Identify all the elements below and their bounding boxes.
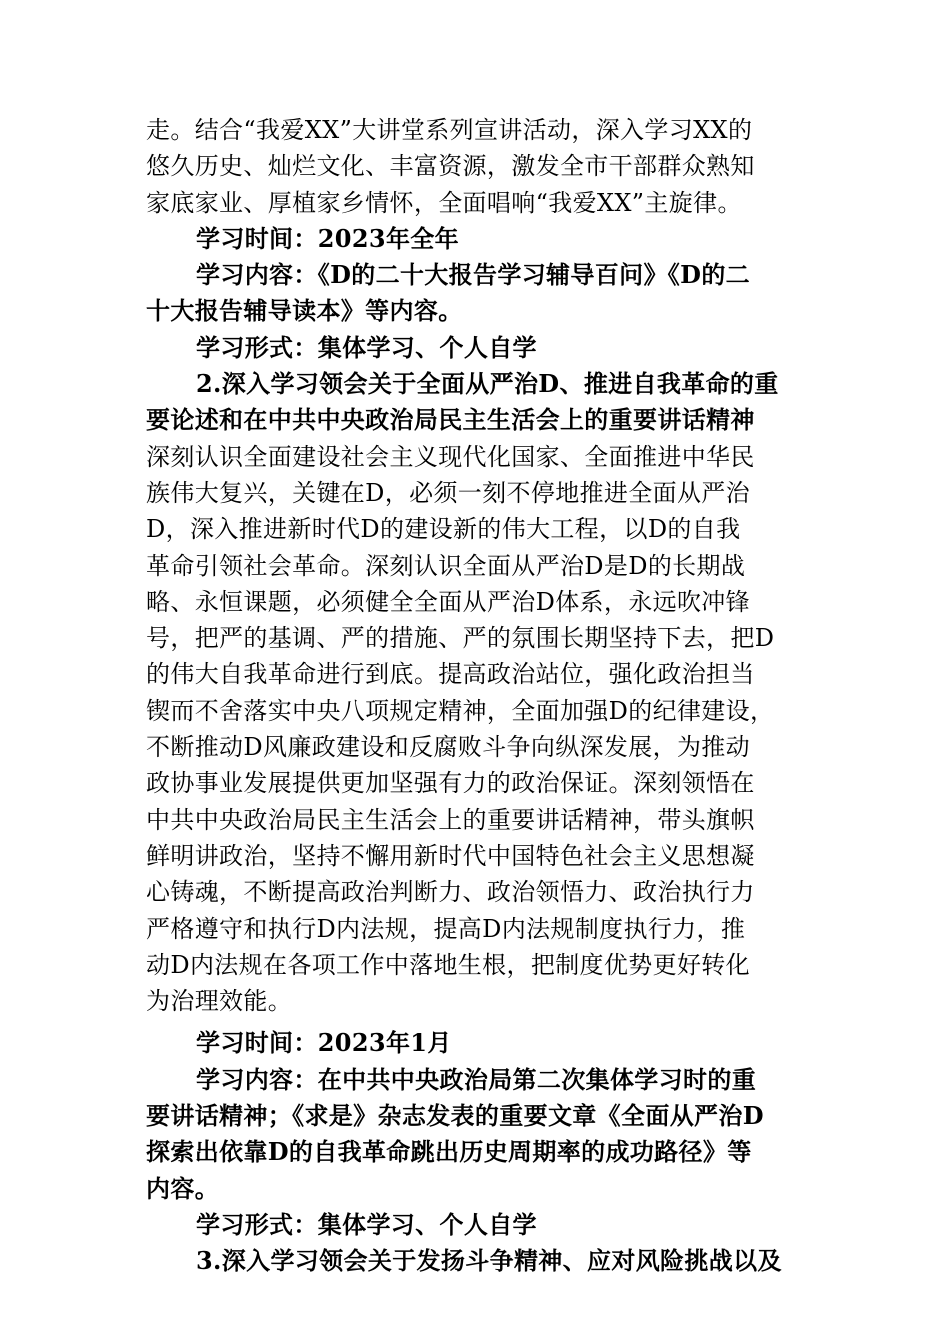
heading-line: 学习内容：在中共中央政治局第二次集体学习时的重 [196,1064,757,1094]
heading-line: 十大报告辅导读本》等内容。 [146,296,463,326]
body-text-line: 中共中央政治局民主生活会上的重要讲话精神，带头旗帜 [146,805,755,834]
body-text-line: 的伟大自我革命进行到底。提高政治站位，强化政治担当 [146,660,755,689]
body-text-line: 革命引领社会革命。深刻认识全面从严治D是D的长期战 [146,551,746,580]
heading-line: 学习时间：2023年全年 [196,223,459,253]
heading-line: 学习形式：集体学习、个人自学 [196,1209,537,1239]
body-text-line: 为治理效能。 [146,987,293,1016]
heading-line: 2.深入学习领会关于全面从严治D、推进自我革命的重 [196,369,779,399]
body-text-line: 锲而不舍落实中央八项规定精神，全面加强D的纪律建设， [146,696,775,725]
heading-line: 3.深入学习领会关于发扬斗争精神、应对风险挑战以及 [196,1246,782,1276]
body-text-line: 略、永恒课题，必须健全全面从严治D体系，永远吹冲锋 [146,587,750,616]
body-text-line: 悠久历史、灿烂文化、丰富资源，激发全市干部群众熟知 [146,152,755,181]
body-text-line: 动D内法规在各项工作中落地生根，把制度优势更好转化 [146,950,750,979]
heading-line: 要讲话精神；《求是》杂志发表的重要文章《全面从严治D [146,1101,764,1131]
document-page [146,112,811,1280]
heading-line: 学习时间：2023年1月 [196,1028,452,1058]
body-text-line: D，深入推进新时代D的建设新的伟大工程，以D的自我 [146,515,741,544]
heading-line: 学习内容：《D的二十大报告学习辅导百问》《D的二 [196,260,751,290]
body-text-line: 家底家业、厚植家乡情怀，全面唱响“我爱XX”主旋律。 [146,188,742,217]
body-text-line: 族伟大复兴，关键在D，必须一刻不停地推进全面从严治 [146,478,750,507]
body-text-line: 心铸魂，不断提高政治判断力、政治领悟力、政治执行力 [146,878,755,907]
body-text-line: 政协事业发展提供更加坚强有力的政治保证。深刻领悟在 [146,769,755,798]
heading-line: 学习形式：集体学习、个人自学 [196,332,537,362]
heading-line: 内容。 [146,1173,220,1203]
body-text-line: 不断推动D风廉政建设和反腐败斗争向纵深发展，为推动 [146,733,750,762]
body-text-line: 严格遵守和执行D内法规，提高D内法规制度执行力，推 [146,914,746,943]
heading-line: 要论述和在中共中央政治局民主生活会上的重要讲话精神 [146,405,755,435]
body-text-line: 号，把严的基调、严的措施、严的氛围长期坚持下去，把D [146,624,775,653]
body-text-line: 深刻认识全面建设社会主义现代化国家、全面推进中华民 [146,442,755,471]
heading-line: 探索出依靠D的自我革命跳出历史周期率的成功路径》等 [146,1137,752,1167]
body-text-line: 鲜明讲政治，坚持不懈用新时代中国特色社会主义思想凝 [146,841,755,870]
body-text-line: 走。结合“我爱XX”大讲堂系列宣讲活动，深入学习XX的 [146,116,753,144]
